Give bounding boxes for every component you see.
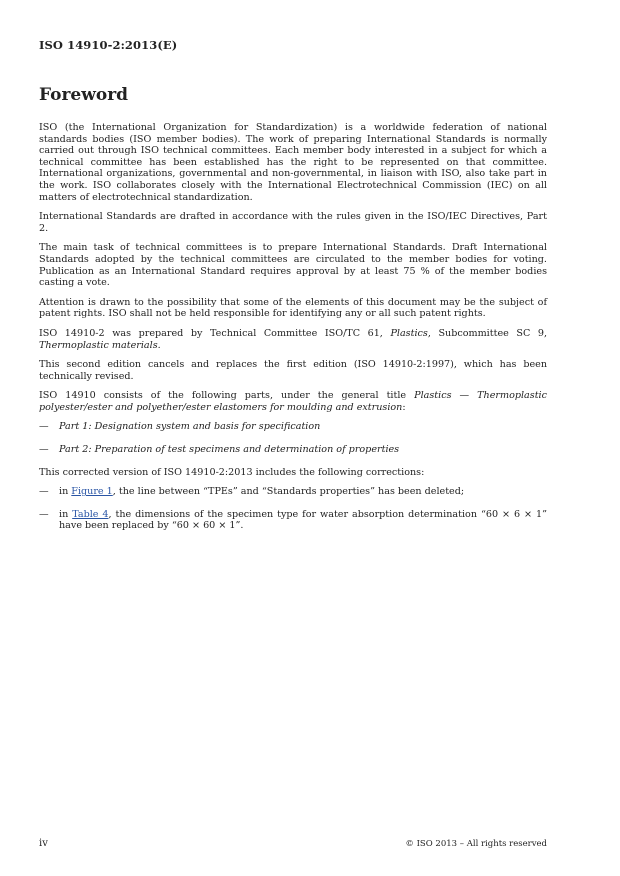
part-title: Part 1: Designation system and basis for specification	[59, 421, 321, 433]
document-id-header: ISO 14910-2:2013(E)	[39, 38, 178, 52]
list-item-part	[39, 444, 547, 456]
list-item-correction	[39, 509, 547, 532]
paragraph-parts-intro	[39, 390, 547, 413]
text-segment-italic: Plastics	[390, 327, 428, 339]
table-4-link[interactable]: Table 4	[72, 508, 109, 520]
text-segment: ISO 14910 consists of the following parts, under the general title	[39, 390, 415, 402]
paragraph-iso-intro: ISO (the International Organization for Standardization) is a worldwide federation of national standards bodies (ISO member bodies). The work of preparing International Standards is normally carried out through ISO technical committees. Each member body interested in a subject for which a technical committee has been established has the right to be represented on that committee. International organizations, governmental and non-governmental, in liaison with ISO, also take part in the work. ISO collaborates closely with the International Electrotechnical Commission (IEC) on all matters of electrotechnical standardization.	[39, 122, 547, 203]
text-segment-italic: Plastics — Thermoplastic polyester/ester and polyether/ester elastomers for moulding and extrusion	[39, 390, 547, 413]
dash-bullet: —	[39, 486, 49, 498]
text-segment: , Subcommittee SC 9,	[427, 327, 547, 339]
dash-bullet: —	[39, 508, 49, 520]
paragraph-prepared-by	[39, 328, 547, 351]
paragraph-patent-notice: Attention is drawn to the possibility that some of the elements of this document may be the subject of patent rights. ISO shall not be held responsible for identifying any or all such patent rights.	[39, 296, 547, 320]
paragraph-edition-note: This second edition cancels and replaces the first edition (ISO 14910-2:1997), which has been technically revised.	[39, 359, 547, 382]
text-segment: :	[402, 401, 406, 413]
dash-bullet: —	[39, 444, 49, 456]
paragraph-corrections-intro: This corrected version of ISO 14910-2:2013 includes the following corrections:	[39, 466, 425, 478]
text-segment: in	[59, 508, 73, 520]
text-segment: in	[59, 486, 72, 498]
text-segment: , the line between “TPEs” and “Standards properties” has been deleted;	[112, 486, 465, 498]
part-title: Part 2: Preparation of test specimens and determination of properties	[59, 444, 400, 456]
text-segment: , the dimensions of the specimen type for water absorption determination “60 × 6 × 1” have been replaced by “60 × 60 × 1”.	[59, 508, 548, 532]
text-segment: .	[157, 339, 161, 351]
list-item-correction	[39, 486, 547, 498]
correction-text	[59, 486, 547, 498]
text-segment-italic: Thermoplastic materials	[39, 339, 158, 351]
text-segment: ISO 14910-2 was prepared by Technical Committee ISO/TC 61,	[39, 327, 391, 339]
copyright-notice: © ISO 2013 – All rights reserved	[405, 839, 547, 849]
page-title: Foreword	[39, 85, 129, 105]
figure-1-link[interactable]: Figure 1	[71, 486, 113, 498]
page-number: iv	[39, 838, 48, 849]
foreword-body	[39, 122, 547, 543]
dash-bullet: —	[39, 421, 49, 433]
correction-text	[59, 509, 547, 532]
paragraph-drafting-rules: International Standards are drafted in accordance with the rules given in the ISO/IEC Directives, Part 2.	[39, 211, 547, 234]
paragraph-committee-task: The main task of technical committees is to prepare International Standards. Draft International Standards adopted by the technical committees are circulated to the member bodies for voting. Publication as an International Standard requires approval by at least 75 % of the member bodies casting a vote.	[39, 242, 547, 289]
list-item-part	[39, 421, 547, 433]
